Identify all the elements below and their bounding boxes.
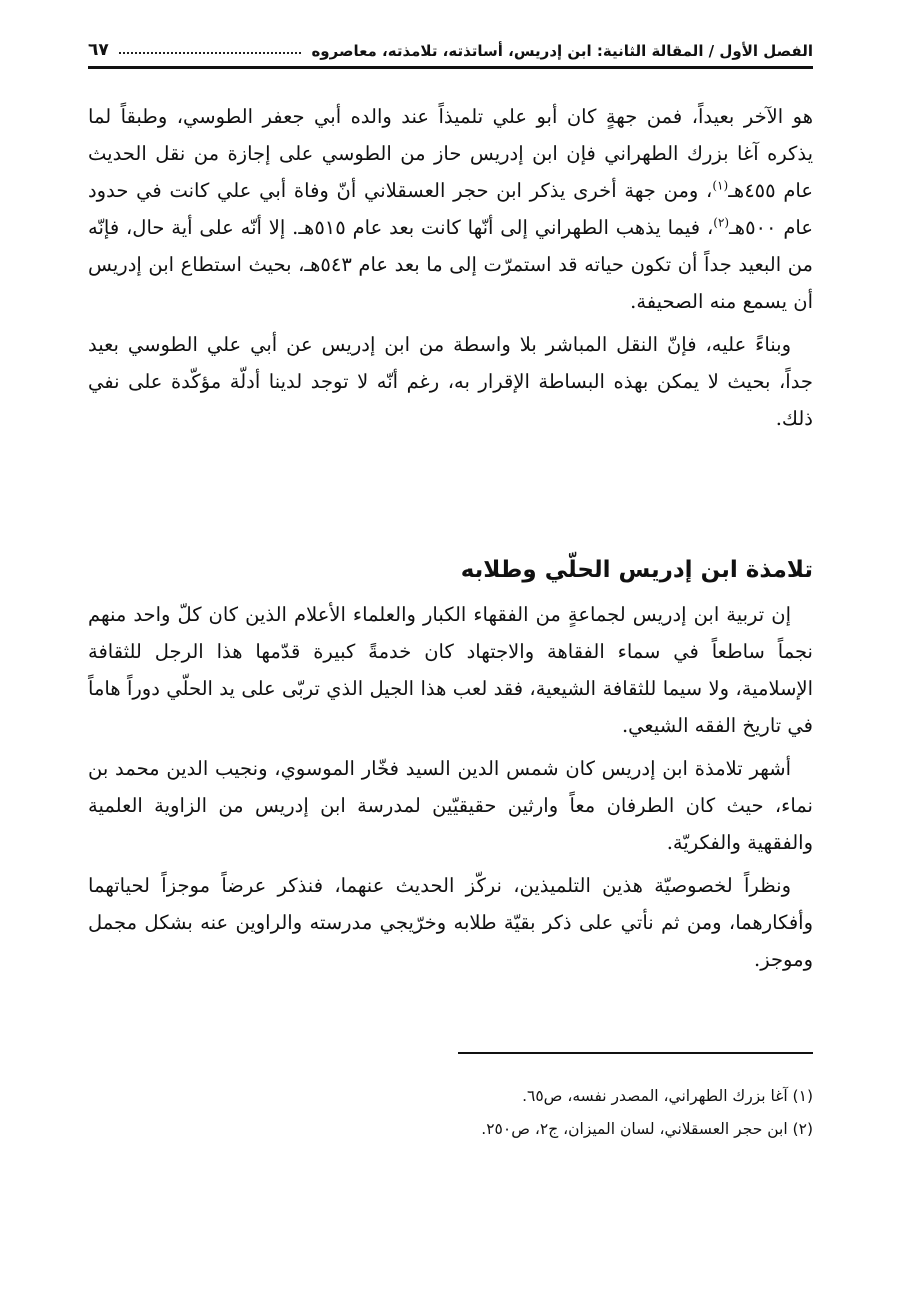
body-text-top (88, 98, 813, 443)
paragraph: أشهر تلامذة ابن إدريس كان شمس الدين السيد فخّار الموسوي، ونجيب الدين محمد بن نماء، حيث كان الطرفان معاً وارثين حقيقيّين لمدرسة ابن إدريس من الزاوية العلمية والفقهية والفكريّة. (88, 757, 813, 854)
body-text-section (88, 596, 813, 984)
footnote-ref-1[interactable]: (١) (712, 178, 729, 193)
paragraph: وبناءً عليه، فإنّ النقل المباشر بلا واسطة من ابن إدريس عن أبي علي الطوسي بعيد جداً، بحيث لا يمكن بهذه البساطة الإقرار به، رغم أنّه لا توجد لدينا أدلّة مؤكّدة على نفي ذلك. (88, 333, 813, 430)
footnote-separator (458, 1052, 813, 1054)
running-header (88, 30, 813, 60)
header-rule (88, 66, 813, 69)
chapter-title: الفصل الأول / المقالة الثانية: ابن إدريس، أساتذته، تلامذته، معاصروه (311, 42, 813, 60)
paragraph-text: ، ومن جهة أخرى يذكر ابن حجر العسقلاني أنّ وفاة أبي علي كانت في حدود عام ٥٠٠هـ (88, 179, 813, 239)
paragraph: ونظراً لخصوصيّة هذين التلميذين، نركّز الحديث عنهما، فنذكر عرضاً موجزاً لحياتهما وأفكارهما، ومن ثم نأتي على ذكر بقيّة طلابه وخرّيجي مدرسته والراوين عنه بشكل مجمل وموجز. (88, 874, 813, 971)
paragraph-continuation (88, 98, 813, 320)
footnote-1: (١) آغا بزرك الطهراني، المصدر نفسه، ص٦٥. (522, 1087, 813, 1105)
footnote-ref-2[interactable]: (٢) (713, 215, 730, 230)
footnotes (88, 1080, 813, 1146)
paragraph-text: ، فيما يذهب الطهراني إلى أنّها كانت بعد عام ٥١٥هـ. إلا أنّه على أية حال، فإنّه من البعيد جداً أن تكون حياته قد استمرّت إلى ما بعد عام ٥٤٣هـ، بحيث استطاع ابن إدريس أن يسمع منه الصحيفة. (88, 216, 813, 313)
paragraph-text: هو الآخر بعيداً، فمن جهةٍ كان أبو علي تلميذاً عند والده أبي جعفر الطوسي، وطبقاً لما يذكره آغا بزرك الطهراني فإن ابن إدريس حاز من الطوسي على إجازة من نقل الحديث عام ٤٥٥هـ (88, 105, 814, 202)
paragraph: إن تربية ابن إدريس لجماعةٍ من الفقهاء الكبار والعلماء الأعلام الذين كان كلّ واحد منهم نجماً ساطعاً في سماء الفقاهة والاجتهاد كان خدمةً كبيرة قدّمها هذا الرجل للثقافة الإسلامية، ولا سيما للثقافة الشيعية، فقد لعب هذا الجيل الذي تربّى على يد الحلّي دوراً هاماً في تاريخ الفقه الشيعي. (88, 603, 813, 737)
section-heading: تلامذة ابن إدريس الحلّي وطلابه (460, 557, 813, 583)
page-number: ٦٧ (88, 40, 109, 60)
leader-dots (119, 51, 302, 54)
footnote-2: (٢) ابن حجر العسقلاني، لسان الميزان، ج٢، ص٢٥٠. (481, 1120, 813, 1138)
